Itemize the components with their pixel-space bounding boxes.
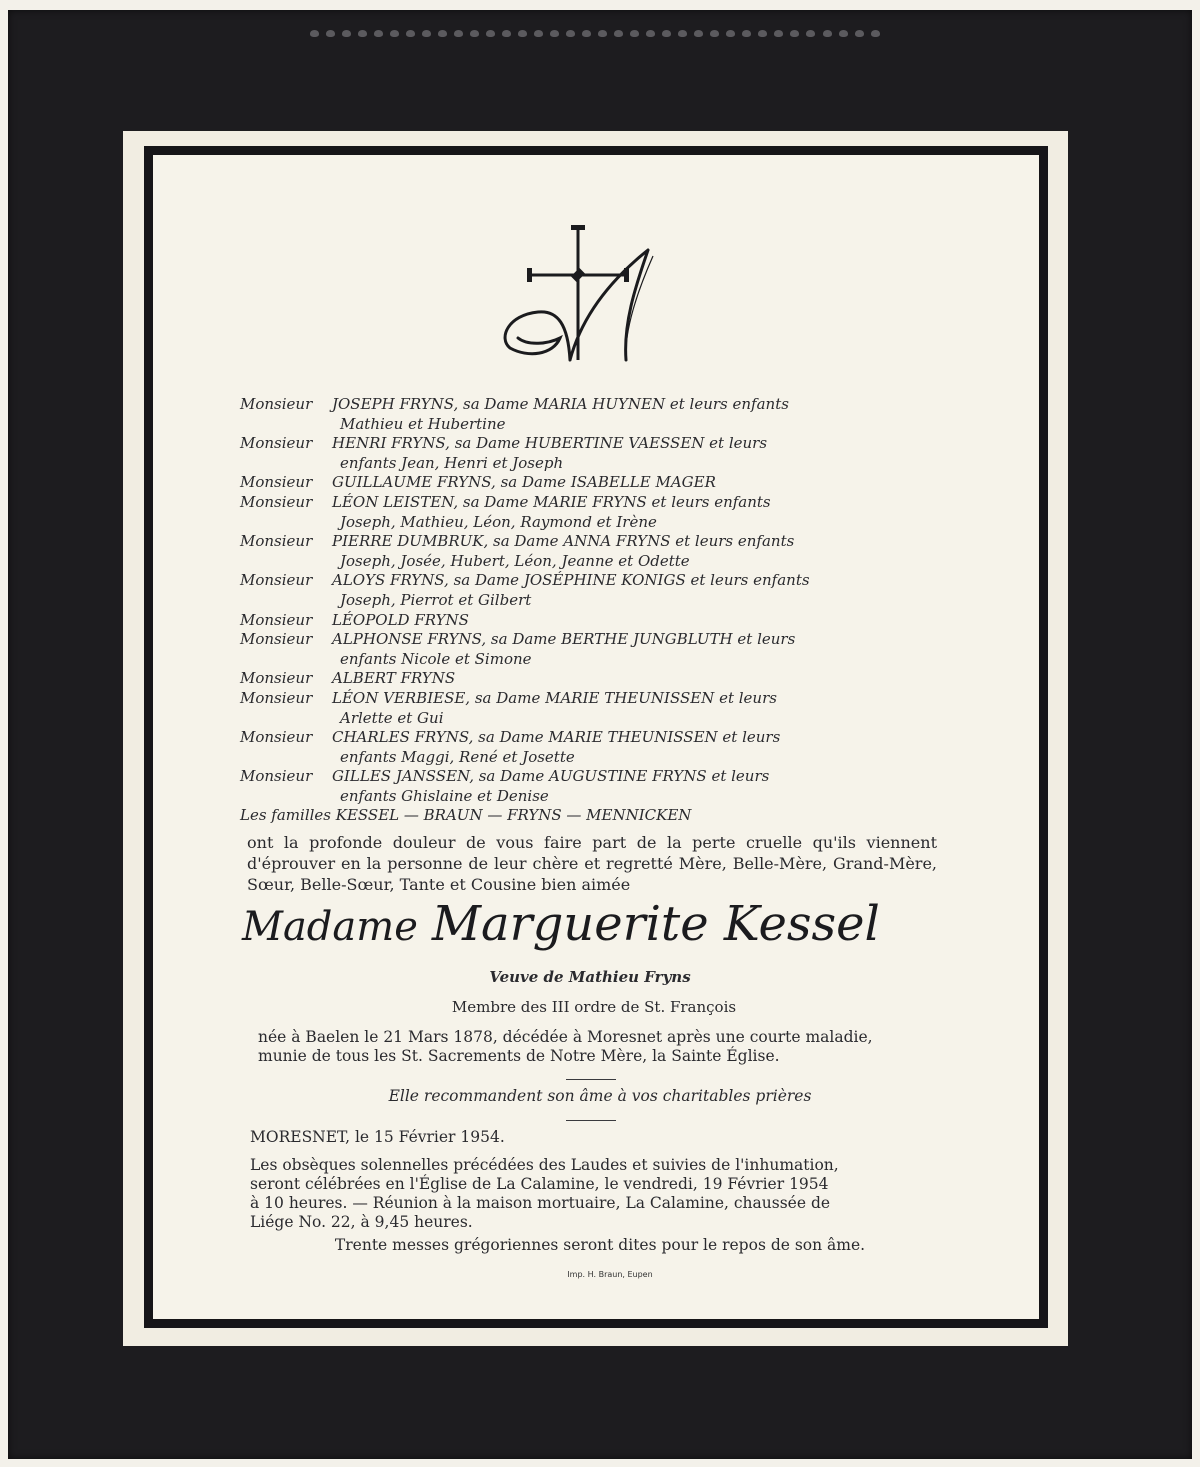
relative-title: Monsieur [240,571,313,590]
relative-names: ALPHONSE FRYNS, sa Dame BERTHE JUNGBLUTH et leurs [332,630,796,649]
divider-bottom [566,1120,616,1121]
relative-title: Monsieur [240,688,313,707]
relative-entry [240,767,940,787]
ceremony-text [250,1156,938,1232]
relative-entry [240,669,940,689]
relative-children: Joseph, Pierrot et Gilbert [340,590,532,609]
relative-entry [240,571,940,591]
relative-entry [240,395,940,415]
masses-text: Trente messes grégoriennes seront dites pour le repos de son âme. [334,1236,866,1254]
relative-names: GILLES JANSSEN, sa Dame AUGUSTINE FRYNS et leurs [332,767,770,786]
divider-top [566,1079,616,1080]
relative-names: JOSEPH FRYNS, sa Dame MARIA HUYNEN et leurs enfants [332,395,789,413]
deceased-name: Marguerite Kessel [431,896,880,952]
relative-title: Monsieur [240,434,313,453]
ceremony-line-3: à 10 heures. — Réunion à la maison mortuaire, La Calamine, chaussée de [250,1194,831,1212]
relative-entry [240,493,940,513]
relative-entry [240,630,940,650]
relative-title: Monsieur [240,492,313,511]
relative-entry [240,434,940,454]
relative-entry [240,611,940,631]
relative-names: LÉON LEISTEN, sa Dame MARIE FRYNS et leurs enfants [332,492,771,511]
announcement-text: ont la profonde douleur de vous faire part de la perte cruelle qu'ils viennent d'éprouver en la personne de leur chère et regretté Mère, Belle-Mère, Grand-Mère, Sœur, Belle-Sœur, Tante et Cousine bien aimée [247,833,937,894]
relatives-list [240,395,940,826]
relative-children: enfants Ghislaine et Denise [340,786,549,805]
title-madame: Madame [242,904,418,950]
birth-line-2: munie de tous les St. Sacrements de Notre Mère, la Sainte Église. [258,1047,780,1065]
families-line: Les familles KESSEL — BRAUN — FRYNS — MENNICKEN [240,806,692,825]
relative-children: Mathieu et Hubertine [340,414,506,433]
relative-entry [240,689,940,709]
relative-names: ALBERT FRYNS [332,669,456,688]
relative-names: LÉOPOLD FRYNS [332,610,469,629]
relative-title: Monsieur [240,395,313,413]
relative-children: enfants Jean, Henri et Joseph [340,453,564,472]
cross-monogram-icon [498,220,668,370]
relative-children: Joseph, Mathieu, Léon, Raymond et Irène [340,512,657,531]
birth-death-text [258,1028,938,1066]
relative-names: LÉON VERBIESE, sa Dame MARIE THEUNISSEN et leurs [332,688,777,707]
relative-children: Arlette et Gui [340,708,444,727]
relative-names: HENRI FRYNS, sa Dame HUBERTINE VAESSEN et leurs [332,434,768,453]
ceremony-line-4: Liége No. 22, à 9,45 heures. [250,1213,473,1231]
printer-credit: Imp. H. Braun, Eupen [567,1270,653,1279]
relative-title: Monsieur [240,767,313,786]
birth-line-1: née à Baelen le 21 Mars 1878, décédée à Moresnet après une courte maladie, [258,1028,873,1046]
prayer-recommendation: Elle recommandent son âme à vos charitables prières [388,1087,812,1105]
relative-title: Monsieur [240,610,313,629]
relative-names: CHARLES FRYNS, sa Dame MARIE THEUNISSEN et leurs [332,728,781,747]
relative-children: Joseph, Josée, Hubert, Léon, Jeanne et Odette [340,551,690,570]
relative-entry [240,473,940,493]
relative-title: Monsieur [240,630,313,649]
religious-order: Membre des III ordre de St. François [451,998,737,1016]
relative-title: Monsieur [240,532,313,551]
relative-names: GUILLAUME FRYNS, sa Dame ISABELLE MAGER [332,473,716,492]
relative-entry [240,532,940,552]
widow-of: Veuve de Mathieu Fryns [489,968,691,986]
embossed-border-ornament [310,26,880,40]
relative-children: enfants Maggi, René et Josette [340,747,575,766]
relative-names: ALOYS FRYNS, sa Dame JOSÉPHINE KONIGS et leurs enfants [332,571,810,590]
relative-entry [240,728,940,748]
relative-title: Monsieur [240,473,313,492]
relative-title: Monsieur [240,728,313,747]
relative-children: enfants Nicole et Simone [340,649,532,668]
ceremony-line-2: seront célébrées en l'Église de La Calamine, le vendredi, 19 Février 1954 [250,1175,829,1193]
deceased-title [242,896,962,952]
place-date: MORESNET, le 15 Février 1954. [250,1128,505,1146]
relative-title: Monsieur [240,669,313,688]
ceremony-line-1: Les obsèques solennelles précédées des Laudes et suivies de l'inhumation, [250,1156,839,1174]
relative-names: PIERRE DUMBRUK, sa Dame ANNA FRYNS et leurs enfants [332,532,795,551]
